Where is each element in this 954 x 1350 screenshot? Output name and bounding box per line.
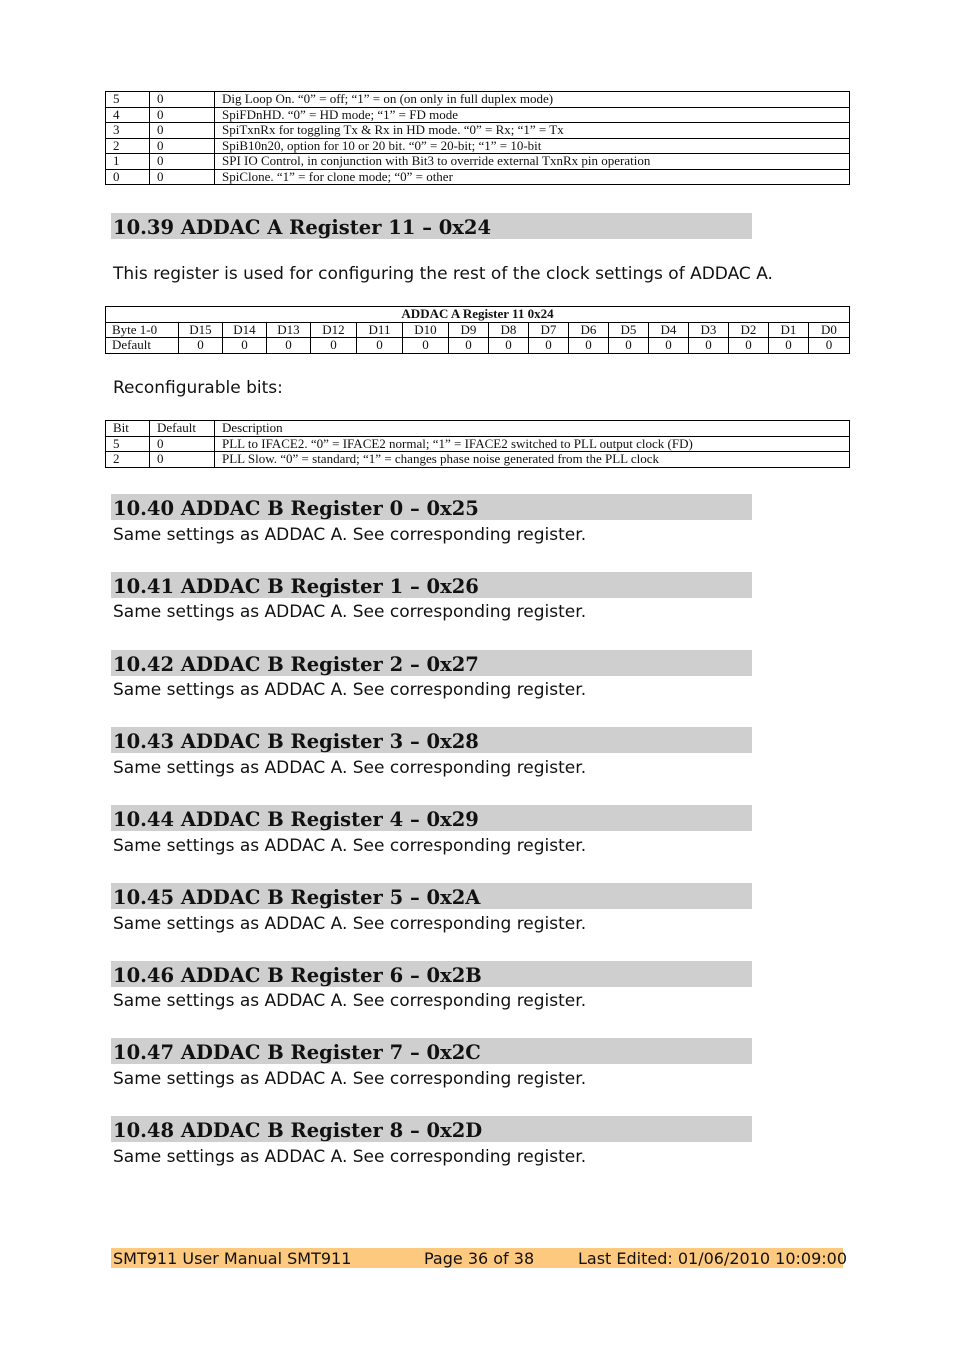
bit-cell: 2 <box>106 138 150 154</box>
default-cell: 0 <box>150 436 215 452</box>
footer-last-edited: Last Edited: 01/06/2010 10:09:00 <box>578 1249 848 1268</box>
default-value-cell: 0 <box>267 338 311 354</box>
default-value-cell: 0 <box>649 338 689 354</box>
description-cell: Dig Loop On. “0” = off; “1” = on (on only in full duplex mode) <box>215 92 850 108</box>
default-value-cell: 0 <box>689 338 729 354</box>
bit-cell: 1 <box>106 154 150 170</box>
section-heading-10-47: 10.47 ADDAC B Register 7 – 0x2C <box>111 1038 752 1064</box>
bit-cell: 3 <box>106 123 150 139</box>
default-value-cell: 0 <box>769 338 809 354</box>
default-value-cell: 0 <box>609 338 649 354</box>
bit-cell: 2 <box>106 452 150 468</box>
table-row <box>106 169 850 185</box>
section-heading-10-48: 10.48 ADDAC B Register 8 – 0x2D <box>111 1116 752 1142</box>
description-cell: SpiFDnHD. “0” = HD mode; “1” = FD mode <box>215 107 850 123</box>
register-title: ADDAC A Register 11 0x24 <box>106 307 850 323</box>
reconfigurable-bits-label: Reconfigurable bits: <box>113 378 283 398</box>
column-header: Default <box>150 421 215 437</box>
description-cell: PLL Slow. “0” = standard; “1” = changes phase noise generated from the PLL clock <box>215 452 850 468</box>
bit-header-cell: D2 <box>729 322 769 338</box>
default-cell: 0 <box>150 123 215 139</box>
section-heading-10-43: 10.43 ADDAC B Register 3 – 0x28 <box>111 727 752 753</box>
default-value-cell: 0 <box>489 338 529 354</box>
bit-header-cell: D15 <box>179 322 223 338</box>
description-cell: SpiTxnRx for toggling Tx & Rx in HD mode. “0” = Rx; “1” = Tx <box>215 123 850 139</box>
section-text: Same settings as ADDAC A. See corresponding register. <box>113 680 587 700</box>
section-heading-10-40: 10.40 ADDAC B Register 0 – 0x25 <box>111 494 752 520</box>
section-text: Same settings as ADDAC A. See corresponding register. <box>113 758 587 778</box>
footer-document-title: SMT911 User Manual SMT911 <box>113 1249 352 1268</box>
description-cell: PLL to IFACE2. “0” = IFACE2 normal; “1” = IFACE2 switched to PLL output clock (FD) <box>215 436 850 452</box>
section-heading-10-41: 10.41 ADDAC B Register 1 – 0x26 <box>111 572 752 598</box>
column-header: Description <box>215 421 850 437</box>
table-row <box>106 138 850 154</box>
table-row <box>106 107 850 123</box>
page-footer <box>111 1248 848 1268</box>
table-row <box>106 92 850 108</box>
section-text: Same settings as ADDAC A. See corresponding register. <box>113 991 587 1011</box>
register-layout-table <box>105 306 850 354</box>
table-row <box>106 436 850 452</box>
bit-header-cell: D10 <box>403 322 449 338</box>
register-title-row <box>106 307 850 323</box>
section-text: Same settings as ADDAC A. See corresponding register. <box>113 836 587 856</box>
section-text: Same settings as ADDAC A. See corresponding register. <box>113 1069 587 1089</box>
bit-header-cell: D7 <box>529 322 569 338</box>
default-value-cell: 0 <box>809 338 850 354</box>
section-text: Same settings as ADDAC A. See corresponding register. <box>113 525 587 545</box>
default-value-cell: 0 <box>223 338 267 354</box>
section-text: Same settings as ADDAC A. See corresponding register. <box>113 602 587 622</box>
bit-header-cell: D3 <box>689 322 729 338</box>
bit-cell: 0 <box>106 169 150 185</box>
section-heading-10-42: 10.42 ADDAC B Register 2 – 0x27 <box>111 650 752 676</box>
description-cell: SpiB10n20, option for 10 or 20 bit. “0” = 20-bit; “1” = 10-bit <box>215 138 850 154</box>
column-header: Bit <box>106 421 150 437</box>
bit-header-cell: D6 <box>569 322 609 338</box>
register-default-row <box>106 338 850 354</box>
section-heading-10-44: 10.44 ADDAC B Register 4 – 0x29 <box>111 805 752 831</box>
default-value-cell: 0 <box>357 338 403 354</box>
default-value-cell: 0 <box>311 338 357 354</box>
default-value-cell: 0 <box>449 338 489 354</box>
default-value-cell: 0 <box>529 338 569 354</box>
bit-header-cell: D14 <box>223 322 267 338</box>
bit-header-cell: D9 <box>449 322 489 338</box>
default-value-cell: 0 <box>403 338 449 354</box>
default-cell: 0 <box>150 107 215 123</box>
description-cell: SpiClone. “1” = for clone mode; “0” = other <box>215 169 850 185</box>
section-intro-text: This register is used for configuring the rest of the clock settings of ADDAC A. <box>113 264 773 284</box>
bit-header-cell: D8 <box>489 322 529 338</box>
default-value-cell: 0 <box>569 338 609 354</box>
byte-label-cell: Byte 1-0 <box>106 322 179 338</box>
bit-description-table-continued <box>105 91 850 185</box>
default-cell: 0 <box>150 452 215 468</box>
bit-header-cell: D0 <box>809 322 850 338</box>
default-cell: 0 <box>150 92 215 108</box>
default-label-cell: Default <box>106 338 179 354</box>
bit-cell: 5 <box>106 436 150 452</box>
section-text: Same settings as ADDAC A. See corresponding register. <box>113 1147 587 1167</box>
bit-header-cell: D4 <box>649 322 689 338</box>
reconfigurable-bits-table <box>105 420 850 468</box>
bit-header-cell: D11 <box>357 322 403 338</box>
default-value-cell: 0 <box>729 338 769 354</box>
bit-header-cell: D12 <box>311 322 357 338</box>
default-cell: 0 <box>150 138 215 154</box>
description-cell: SPI IO Control, in conjunction with Bit3 to override external TxnRx pin operation <box>215 154 850 170</box>
register-bits-row <box>106 322 850 338</box>
table-row <box>106 452 850 468</box>
bit-header-cell: D13 <box>267 322 311 338</box>
default-value-cell: 0 <box>179 338 223 354</box>
bit-header-cell: D1 <box>769 322 809 338</box>
table-row <box>106 123 850 139</box>
table-header-row <box>106 421 850 437</box>
section-heading-10-46: 10.46 ADDAC B Register 6 – 0x2B <box>111 961 752 987</box>
section-heading-10-45: 10.45 ADDAC B Register 5 – 0x2A <box>111 883 752 909</box>
footer-page-number: Page 36 of 38 <box>424 1249 535 1268</box>
default-cell: 0 <box>150 154 215 170</box>
default-cell: 0 <box>150 169 215 185</box>
bit-header-cell: D5 <box>609 322 649 338</box>
section-heading-10-39: 10.39 ADDAC A Register 11 – 0x24 <box>111 213 752 239</box>
table-row <box>106 154 850 170</box>
bit-cell: 4 <box>106 107 150 123</box>
section-text: Same settings as ADDAC A. See corresponding register. <box>113 914 587 934</box>
bit-cell: 5 <box>106 92 150 108</box>
